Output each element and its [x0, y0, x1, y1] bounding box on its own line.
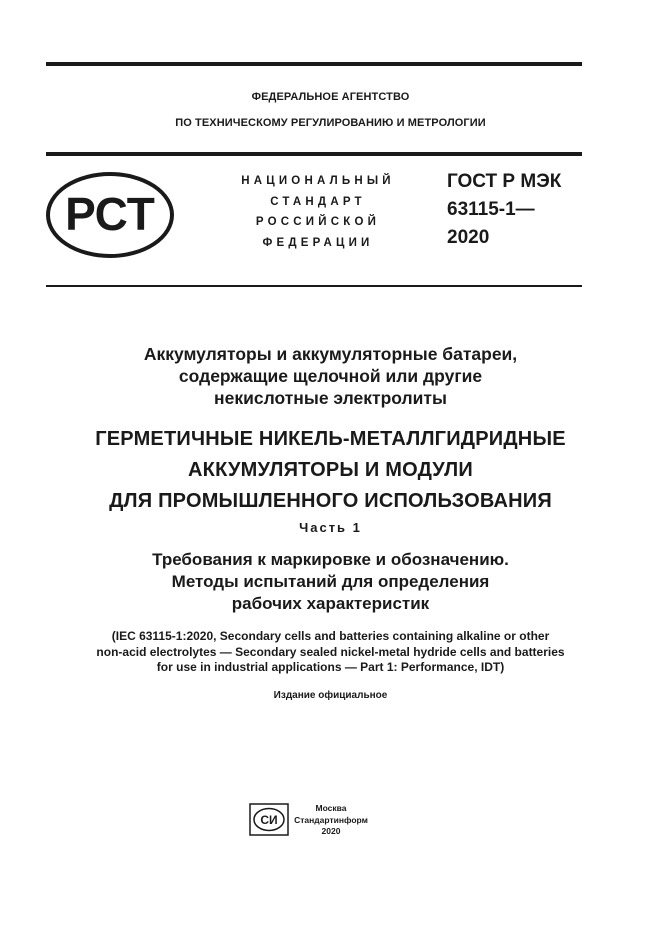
standard-type-line-3: РОССИЙСКОЙ — [255, 216, 381, 228]
requirements-title-block — [0, 549, 661, 615]
subtitle-line-1: Аккумуляторы и аккумуляторные батареи, — [143, 344, 518, 364]
publisher-year: 2020 — [321, 826, 341, 836]
subtitle-line-3: некислотные электролиты — [214, 388, 447, 408]
standard-designation — [447, 168, 561, 252]
publisher-block — [292, 803, 370, 838]
publisher-name: Стандартинформ — [294, 814, 368, 825]
requirements-line-1: Требования к маркировке и обозначению. — [152, 550, 509, 569]
main-title-line-1: ГЕРМЕТИЧНЫЕ НИКЕЛЬ-МЕТАЛЛГИДРИДНЫЕ — [95, 428, 566, 450]
publisher-city: Москва — [315, 803, 347, 813]
iec-line-3: for use in industrial applications — Part 1: Performance, IDT) — [156, 660, 505, 674]
requirements-line-2: Методы испытаний для определения — [171, 572, 490, 591]
rst-logo-letters: РСТ — [65, 188, 155, 240]
agency-line-2: ПО ТЕХНИЧЕСКОМУ РЕГУЛИРОВАНИЮ И МЕТРОЛОГИИ — [175, 117, 486, 129]
designation-line-2: 63115-1— — [447, 199, 535, 220]
designation-line-1: ГОСТ Р МЭК — [447, 171, 562, 192]
standard-type-line-1: НАЦИОНАЛЬНЫЙ — [241, 175, 395, 187]
header-bottom-rule — [46, 285, 582, 287]
designation-line-3: 2020 — [447, 227, 490, 248]
top-rule — [46, 62, 582, 66]
agency-line-1: ФЕДЕРАЛЬНОЕ АГЕНТСТВО — [251, 91, 410, 103]
rosstandart-logo — [44, 170, 176, 260]
standard-type-block — [218, 171, 418, 253]
standard-type-line-4: ФЕДЕРАЦИИ — [262, 236, 374, 249]
subtitle-block — [0, 343, 661, 409]
edition-label: Издание официальное — [273, 690, 388, 701]
pub-logo-letters: СИ — [260, 813, 278, 827]
main-title-line-2: АККУМУЛЯТОРЫ И МОДУЛИ — [188, 459, 473, 481]
standartinform-logo — [249, 803, 289, 836]
requirements-line-3: рабочих характеристик — [231, 594, 430, 613]
standard-type-line-2: СТАНДАРТ — [270, 195, 366, 208]
part-label: Часть 1 — [299, 520, 362, 535]
subtitle-line-2: содержащие щелочной или другие — [178, 366, 483, 386]
main-title-line-3: ДЛЯ ПРОМЫШЛЕННОГО ИСПОЛЬЗОВАНИЯ — [109, 490, 552, 512]
iec-line-2: non-acid electrolytes — Secondary sealed nickel-metal hydride cells and batteries — [96, 644, 565, 659]
header-rule — [46, 152, 582, 156]
main-title-block — [0, 424, 661, 517]
iec-line-1: (IEC 63115-1:2020, Secondary cells and batteries containing alkaline or other — [111, 629, 550, 643]
iec-reference-block — [0, 629, 661, 676]
